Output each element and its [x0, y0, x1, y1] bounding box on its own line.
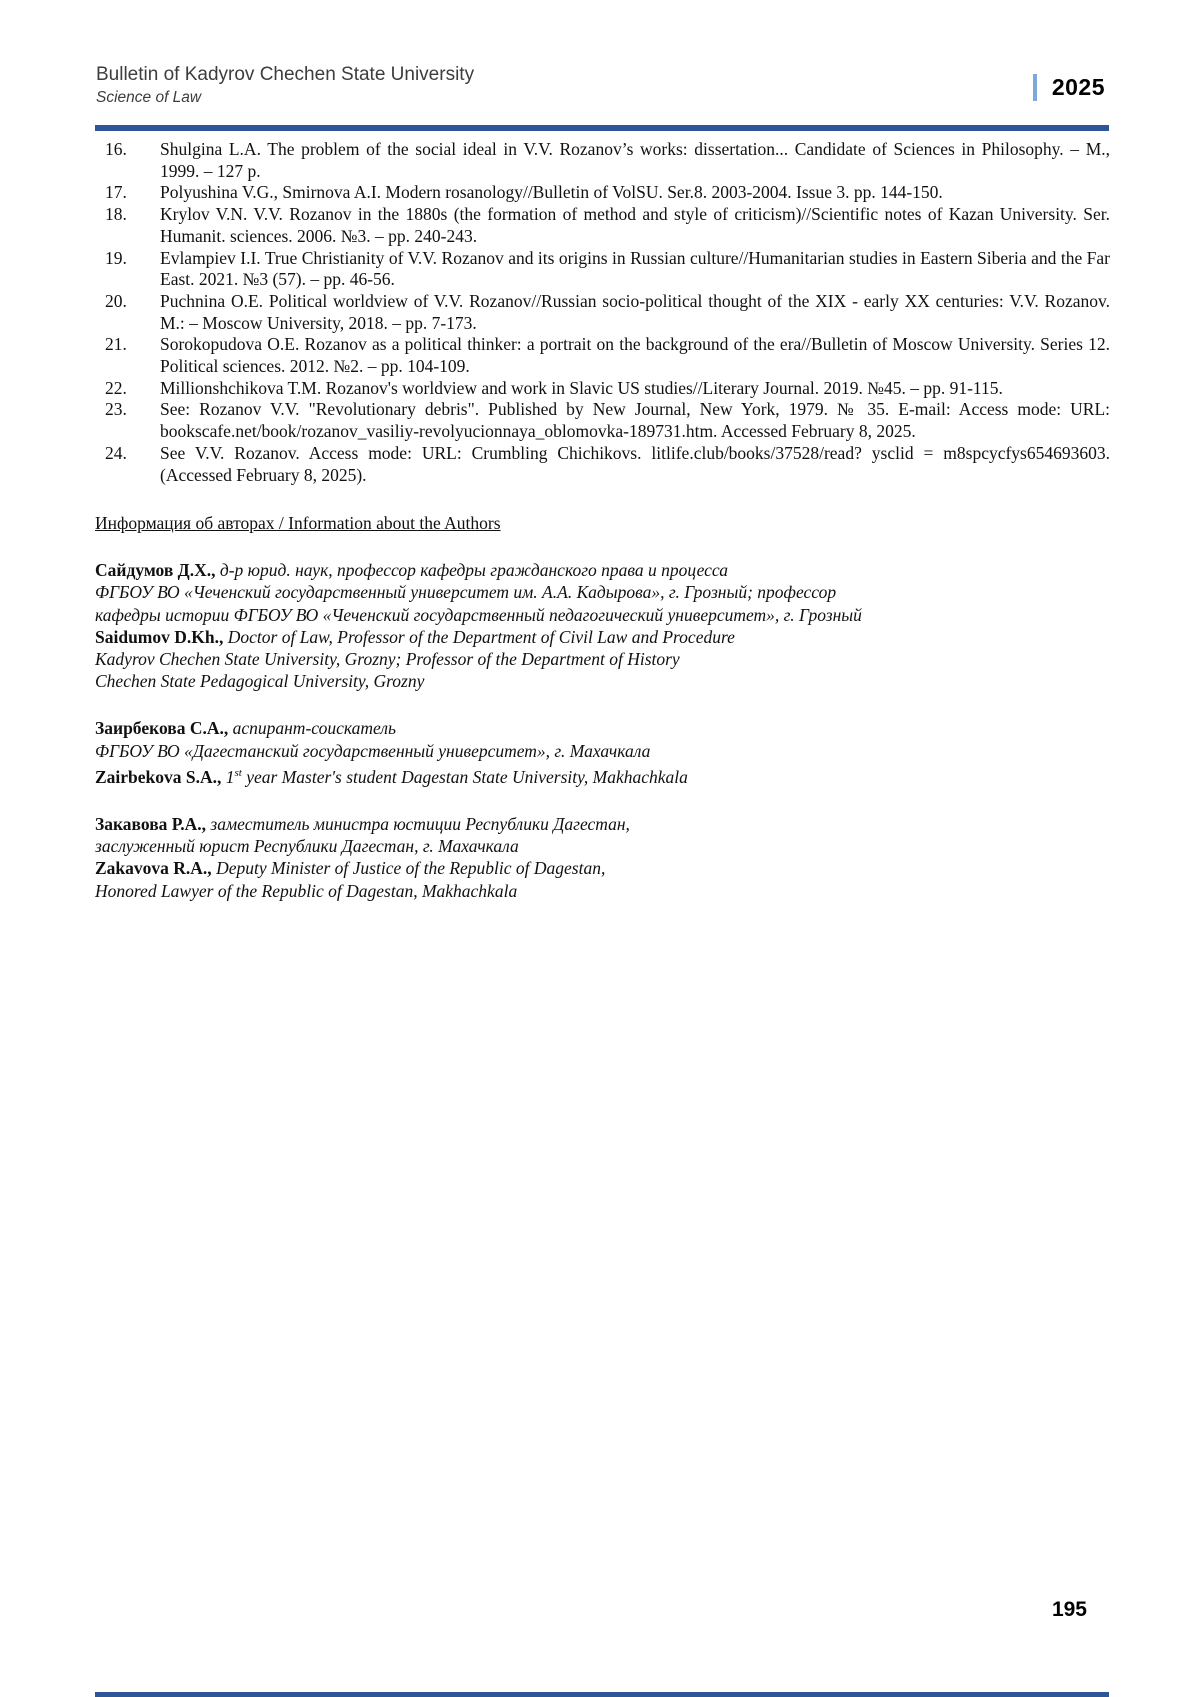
journal-title: Bulletin of Kadyrov Chechen State University	[96, 64, 475, 85]
author-line	[95, 604, 1110, 626]
author-line	[95, 559, 1110, 581]
authors-section-heading: Информация об авторах / Information about the Authors	[95, 513, 501, 534]
author-name: Закавова Р.А.,	[95, 813, 207, 834]
journal-subtitle: Science of Law	[96, 89, 202, 106]
footer-divider-rule	[95, 1692, 1109, 1697]
reference-number: 20.	[105, 290, 127, 311]
year-accent-bar	[1033, 74, 1037, 101]
author-block	[95, 717, 1110, 787]
author-affiliation: кафедры истории ФГБОУ ВО «Чеченский государственный педагогический университет», г. Грозный	[95, 604, 862, 625]
reference-text: See: Rozanov V.V. "Revolutionary debris". Published by New Journal, New York, 1979. № 35. E-mail: Access mode: URL: bookscafe.net/book/rozanov_vasiliy-revolyucionnaya_oblomovka-189731.htm. Accessed February 8, 2025.	[160, 399, 1110, 442]
author-name: Сайдумов Д.Х.,	[95, 560, 216, 581]
author-role: 1	[221, 766, 235, 787]
header-divider-rule	[95, 125, 1109, 131]
author-line	[95, 717, 1110, 739]
author-affiliation: ФГБОУ ВО «Чеченский государственный университет им. А.А. Кадырова», г. Грозный; профессор	[95, 582, 837, 603]
reference-item	[95, 204, 1110, 247]
reference-number: 17.	[105, 182, 127, 203]
author-affiliation: Chechen State Pedagogical University, Grozny	[95, 671, 425, 692]
reference-item	[95, 182, 1110, 204]
author-role: аспирант-соискатель	[228, 718, 396, 739]
author-name: Zakavova R.A.,	[95, 858, 212, 879]
reference-number: 19.	[105, 247, 127, 268]
reference-text: Shulgina L.A. The problem of the social ideal in V.V. Rozanov’s works: dissertation... Candidate of Sciences in Philosophy. – M., 1999. – 127 p.	[160, 139, 1110, 181]
reference-number: 16.	[105, 139, 127, 159]
author-line	[95, 835, 1110, 857]
reference-text: See V.V. Rozanov. Access mode: URL: Crumbling Chichikovs. litlife.club/books/37528/read? ysclid = m8spcycfys654693603. (Accessed February 8, 2025).	[160, 442, 1110, 485]
author-role: заместитель министра юстиции Республики Дагестан,	[206, 813, 630, 834]
author-role: Deputy Minister of Justice of the Republic of Dagestan,	[211, 858, 606, 879]
reference-text: Polyushina V.G., Smirnova A.I. Modern rosanology//Bulletin of VolSU. Ser.8. 2003-2004. Issue 3. pp. 144-150.	[160, 182, 943, 203]
author-block	[95, 813, 1110, 902]
reference-text: Puchnina O.E. Political worldview of V.V. Rozanov//Russian socio-political thought of the XIX - early XX centuries: V.V. Rozanov. M.: – Moscow University, 2018. – pp. 7-173.	[160, 290, 1110, 333]
author-line	[95, 762, 1110, 788]
reference-number: 24.	[105, 442, 127, 463]
author-line	[95, 740, 1110, 762]
author-affiliation: Kadyrov Chechen State University, Grozny; Professor of the Department of History	[95, 649, 680, 670]
reference-text: Millionshchikova T.M. Rozanov's worldview and work in Slavic US studies//Literary Journal. 2019. №45. – pp. 91-115.	[160, 377, 1003, 398]
author-role: заслуженный юрист Республики Дагестан, г. Махачкала	[95, 836, 519, 857]
author-line	[95, 880, 1110, 902]
author-line	[95, 670, 1110, 692]
reference-item	[95, 334, 1110, 377]
author-name: Zairbekova S.A.,	[95, 766, 222, 787]
ordinal-suffix: st	[234, 766, 242, 779]
author-block	[95, 559, 1110, 692]
author-role: Honored Lawyer of the Republic of Dagestan, Makhachkala	[95, 880, 518, 901]
reference-number: 21.	[105, 334, 127, 355]
author-line	[95, 648, 1110, 670]
author-line	[95, 581, 1110, 603]
author-affiliation: ФГБОУ ВО «Дагестанский государственный университет», г. Махачкала	[95, 740, 651, 761]
page-content	[95, 139, 1110, 902]
reference-item	[95, 443, 1110, 486]
author-role: д-р юрид. наук, профессор кафедры гражданского права и процесса	[215, 560, 728, 581]
author-role: year Master's student Dagestan State University, Makhachkala	[241, 766, 688, 787]
author-name: Saidumov D.Kh.,	[95, 626, 224, 647]
author-line	[95, 626, 1110, 648]
journal-header	[96, 63, 474, 108]
journal-year: 2025	[1051, 74, 1105, 100]
author-role: Doctor of Law, Professor of the Department of Civil Law and Procedure	[223, 626, 735, 647]
reference-number: 18.	[105, 204, 127, 225]
reference-item	[95, 378, 1110, 400]
reference-item	[95, 139, 1110, 182]
author-line	[95, 857, 1110, 879]
author-name: Заирбекова С.А.,	[95, 718, 229, 739]
reference-number: 23.	[105, 399, 127, 420]
journal-year-group	[1033, 74, 1105, 101]
author-line	[95, 813, 1110, 835]
reference-item	[95, 399, 1110, 442]
reference-text: Sorokopudova O.E. Rozanov as a political thinker: a portrait on the background of the era//Bulletin of Moscow University. Series 12. Political sciences. 2012. №2. – pp. 104-109.	[160, 334, 1110, 377]
reference-item	[95, 291, 1110, 334]
reference-number: 22.	[105, 377, 127, 398]
reference-item	[95, 248, 1110, 291]
reference-text: Evlampiev I.I. True Christianity of V.V. Rozanov and its origins in Russian culture//Humanitarian studies in Eastern Siberia and the Far East. 2021. №3 (57). – pp. 46-56.	[160, 247, 1110, 290]
reference-text: Krylov V.N. V.V. Rozanov in the 1880s (the formation of method and style of criticism)//Scientific notes of Kazan University. Ser. Humanit. sciences. 2006. №3. – pp. 240-243.	[160, 204, 1110, 246]
references-list	[95, 139, 1110, 486]
page-number: 195	[1051, 1598, 1087, 1621]
